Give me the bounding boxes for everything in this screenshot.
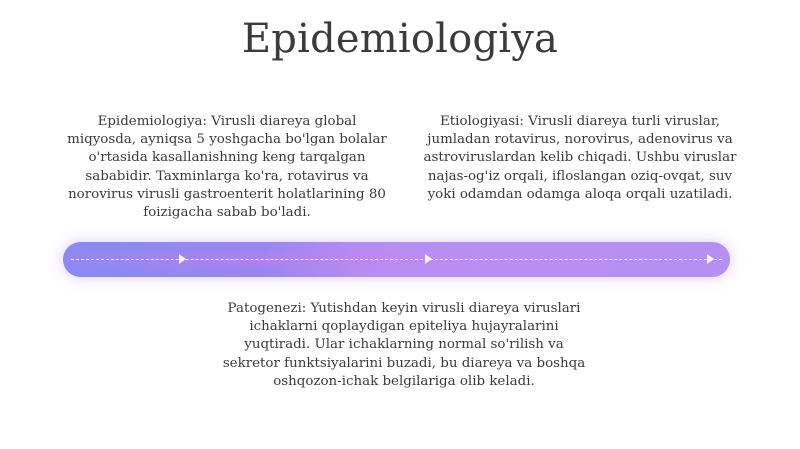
arrow-right-icon: [707, 254, 714, 264]
pathogenesis-text: Patogenezi: Yutishdan keyin virusli diareya viruslari ichaklarni qoplaydigan epiteliya hujayralarini yuqtiradi. Ular ichaklarning normal so'rilish va sekretor funktsiyalarini buzadi, bu diareya va boshqa oshqozon-ichak belgilariga olib keladi.: [222, 301, 586, 389]
epidemiology-text: Epidemiologiya: Virusli diareya global miqyosda, ayniqsa 5 yoshgacha bo'lgan bolalar o'rtasida kasallanishning keng tarqalgan sababidir. Taxminlarga ko'ra, rotavirus va norovirus virusli gastroenterit holatlarining 80 foizigacha sabab bo'ladi.: [67, 114, 387, 221]
etiology-text: Etiologiyasi: Virusli diareya turli viruslar, jumladan rotavirus, norovirus, adenovirus va astroviruslardan kelib chiqadi. Ushbu viruslar najas-og'iz orqali, ifloslangan oziq-ovqat, suv yoki odamdan odamga aloqa orqali uzatiladi.: [423, 114, 737, 202]
timeline-dashed-line: [71, 259, 722, 260]
arrow-right-icon: [179, 254, 186, 264]
page-title: Epidemiologiya: [241, 16, 559, 62]
timeline-bar: [63, 242, 730, 277]
arrow-right-icon: [425, 254, 432, 264]
